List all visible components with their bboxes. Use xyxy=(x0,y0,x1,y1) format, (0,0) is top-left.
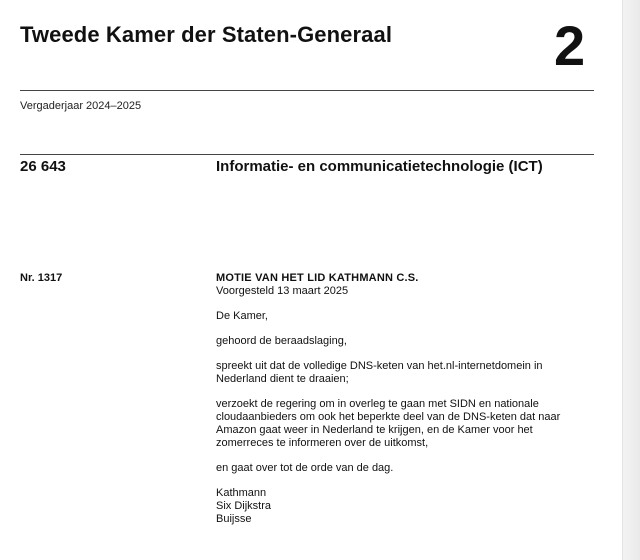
request-line: cloudaanbieders om ook het beperkte deel van de DNS-keten dat naar xyxy=(216,411,561,423)
motion-date: Voorgesteld 13 maart 2025 xyxy=(216,285,349,297)
signer-name: Six Dijkstra xyxy=(216,500,272,512)
session-year: Vergaderjaar 2024–2025 xyxy=(20,100,142,112)
divider xyxy=(20,154,594,155)
request-paragraph xyxy=(216,398,586,450)
chamber-title: Tweede Kamer der Staten-Generaal xyxy=(20,22,393,47)
dossier-number: 26 643 xyxy=(20,158,66,175)
signers-list xyxy=(216,487,586,526)
motion-number: Nr. 1317 xyxy=(20,272,63,284)
signer-name: Buijsse xyxy=(216,513,252,525)
finding-line: Nederland dient te draaien; xyxy=(216,373,349,385)
divider xyxy=(20,90,594,91)
closing-line: en gaat over tot de orde van de dag. xyxy=(216,462,394,474)
page-number: 2 xyxy=(554,14,586,77)
request-line: zomerreces te informeren over de uitkomst, xyxy=(216,437,429,449)
finding-line: spreekt uit dat de volledige DNS-keten van het.nl-internetdomein in xyxy=(216,360,543,372)
salutation: De Kamer, xyxy=(216,310,268,322)
request-line: verzoekt de regering om in overleg te gaan met SIDN en nationale xyxy=(216,398,539,410)
dossier-title: Informatie- en communicatietechnologie (ICT) xyxy=(216,158,543,175)
motion-body xyxy=(216,272,586,526)
request-line: Amazon gaat weer in Nederland te krijgen, en de Kamer voor het xyxy=(216,424,533,436)
heard-line: gehoord de beraadslaging, xyxy=(216,335,347,347)
finding-paragraph xyxy=(216,360,586,386)
signer-name: Kathmann xyxy=(216,487,267,499)
motion-title: MOTIE VAN HET LID KATHMANN C.S. xyxy=(216,272,419,284)
page-edge xyxy=(622,0,640,560)
